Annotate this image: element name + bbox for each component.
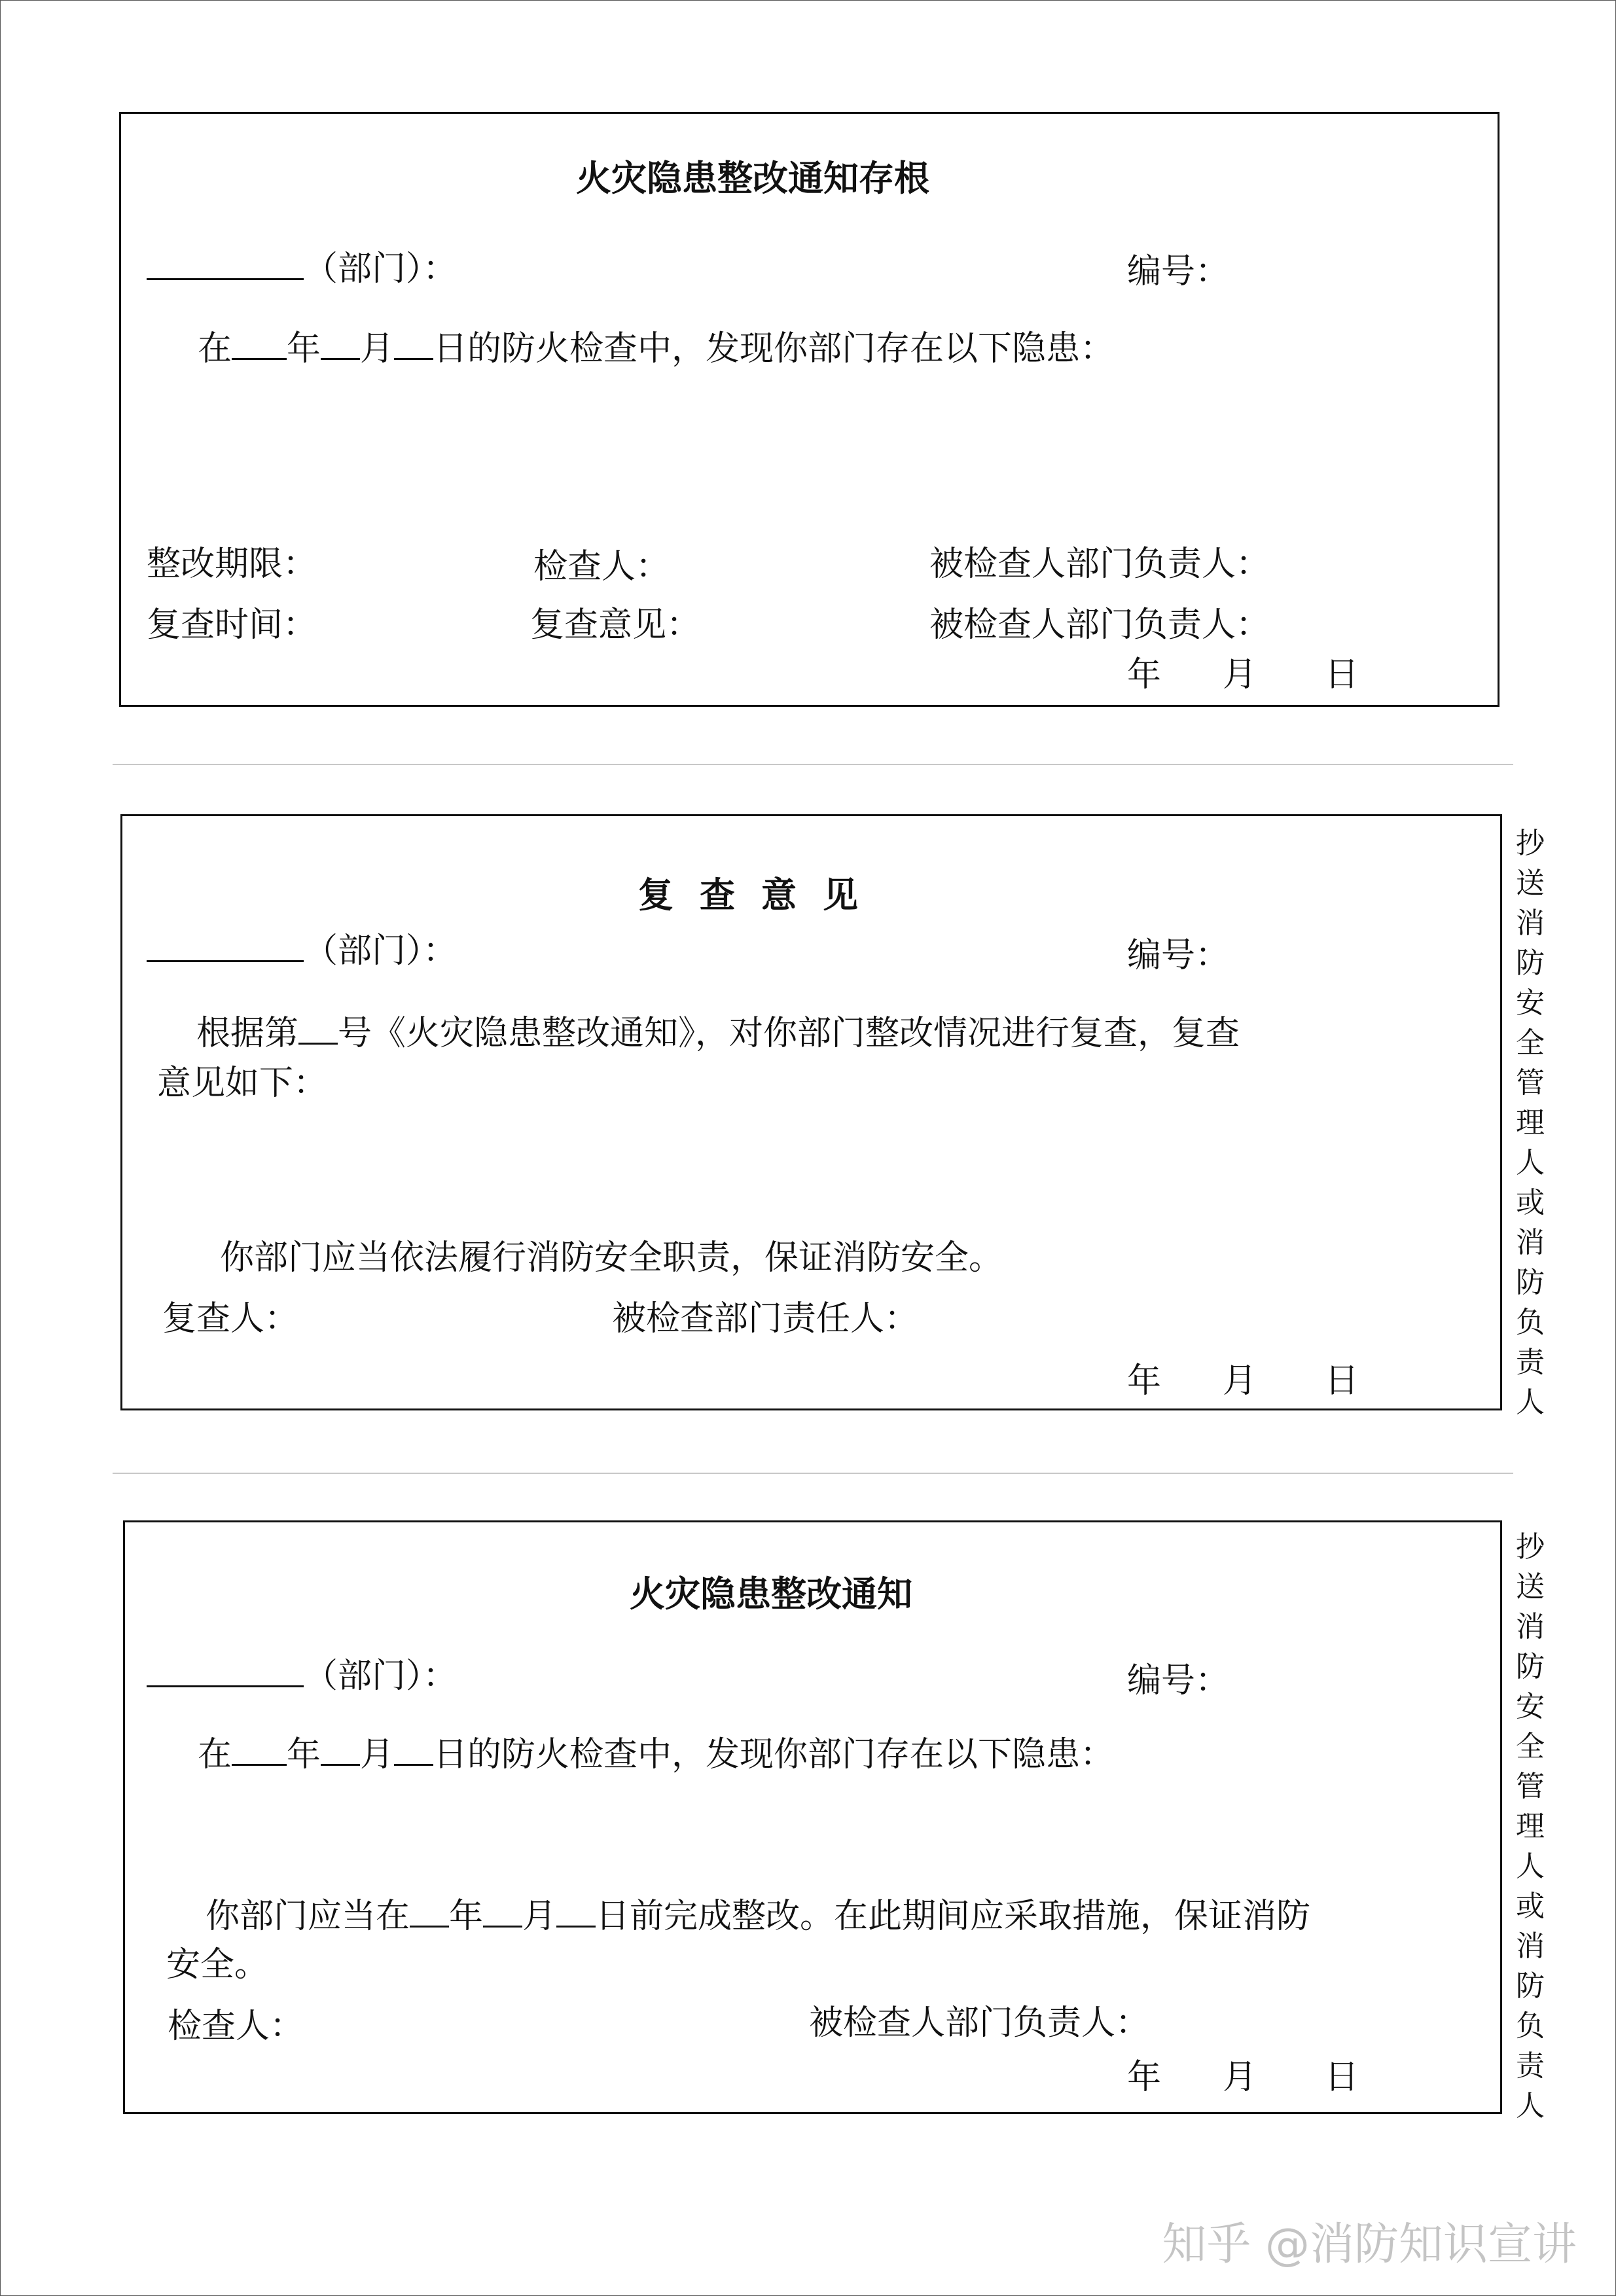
cut-line-1 [113, 764, 1513, 765]
stub-dept-line [147, 249, 457, 289]
stub-dept-blank[interactable] [147, 249, 304, 280]
review-dept-blank[interactable] [147, 931, 304, 962]
stub-title: 火灾隐患整改通知存根 [576, 157, 929, 199]
stub-date-day: 日 [1325, 655, 1359, 694]
notice-inspector-label: 检查人： [168, 2007, 304, 2046]
notice-found-day-blank[interactable] [394, 1735, 433, 1766]
review-title: 复查意见 [638, 874, 884, 916]
notice-found-p1: 在 [198, 1735, 232, 1774]
review-date-month: 月 [1223, 1361, 1257, 1401]
notice-deadline-line2: 安全。 [166, 1945, 269, 1984]
notice-title: 火灾隐患整改通知 [630, 1573, 912, 1615]
stub-found-p1: 在 [198, 329, 232, 368]
notice-date-month: 月 [1223, 2058, 1257, 2097]
notice-side-note: 抄送消防安全管理人或消防负责人 [1516, 1530, 1545, 2123]
notice-number-label: 编号： [1127, 1661, 1230, 1700]
review-number-label: 编号： [1127, 936, 1230, 975]
stub-date-year: 年 [1127, 655, 1162, 694]
notice-dept-line [147, 1657, 457, 1696]
review-intro-p2: 号《火灾隐患整改通知》，对你部门整改情况进行复查，复查 [338, 1014, 1240, 1053]
notice-date-day: 日 [1325, 2058, 1359, 2097]
notice-deadline-p1: 你部门应当在 [206, 1897, 410, 1936]
review-intro-p1: 根据第 [196, 1014, 299, 1053]
review-intro-line1 [196, 1014, 1240, 1053]
stub-deadline-label: 整改期限： [147, 545, 317, 584]
stub-dept-suffix: （部门）： [304, 249, 458, 289]
review-number-blank[interactable] [298, 1014, 338, 1045]
notice-found-year: 年 [287, 1735, 321, 1774]
review-dept-suffix: （部门）： [304, 931, 458, 971]
review-duty-text: 你部门应当依法履行消防安全职责，保证消防安全。 [220, 1238, 1003, 1278]
notice-deadline-year-blank[interactable] [410, 1897, 449, 1928]
review-intro-line2: 意见如下： [157, 1064, 328, 1103]
notice-found-line [198, 1735, 1114, 1774]
stub-found-rest: 日的防火检查中，发现你部门存在以下隐患： [433, 329, 1115, 368]
review-reviewer-label: 复查人： [162, 1299, 299, 1338]
notice-found-rest: 日的防火检查中，发现你部门存在以下隐患： [433, 1735, 1115, 1774]
stub-date-month: 月 [1223, 655, 1257, 694]
notice-date-year: 年 [1127, 2058, 1162, 2097]
notice-deadline-day-blank[interactable] [556, 1897, 596, 1928]
review-date-day: 日 [1325, 1361, 1359, 1401]
review-date-year: 年 [1127, 1361, 1162, 1401]
stub-form [119, 112, 1499, 707]
stub-dept-head-label-2: 被检查人部门负责人： [929, 605, 1270, 645]
stub-dept-head-label-1: 被检查人部门负责人： [929, 545, 1270, 584]
stub-found-day-blank[interactable] [394, 329, 433, 360]
stub-number-label: 编号： [1127, 252, 1230, 291]
stub-found-year-blank[interactable] [232, 329, 287, 360]
notice-deadline-line1 [206, 1897, 1310, 1936]
notice-found-month-blank[interactable] [321, 1735, 360, 1766]
stub-found-month-blank[interactable] [321, 329, 360, 360]
stub-review-time-label: 复查时间： [147, 605, 317, 645]
review-side-note: 抄送消防安全管理人或消防负责人 [1516, 827, 1545, 1419]
stub-found-line [198, 329, 1114, 368]
stub-inspector-label: 检查人： [533, 547, 670, 586]
stub-review-opinion-label: 复查意见： [530, 605, 701, 645]
notice-dept-head-label: 被检查人部门负责人： [809, 2003, 1150, 2043]
notice-deadline-rest: 日前完成整改。在此期间应采取措施，保证消防 [596, 1897, 1311, 1936]
notice-found-year-blank[interactable] [232, 1735, 287, 1766]
notice-deadline-year: 年 [449, 1897, 484, 1936]
stub-found-month: 月 [360, 329, 395, 368]
stub-found-year: 年 [287, 329, 321, 368]
notice-found-month: 月 [360, 1735, 395, 1774]
watermark: 知乎 @消防知识宣讲 [1162, 2219, 1577, 2270]
notice-deadline-month: 月 [522, 1897, 557, 1936]
notice-deadline-month-blank[interactable] [483, 1897, 522, 1928]
review-responsible-label: 被检查部门责任人： [612, 1299, 919, 1338]
review-dept-line [147, 931, 457, 971]
cut-line-2 [113, 1473, 1513, 1474]
notice-dept-blank[interactable] [147, 1657, 304, 1687]
notice-dept-suffix: （部门）： [304, 1657, 458, 1696]
